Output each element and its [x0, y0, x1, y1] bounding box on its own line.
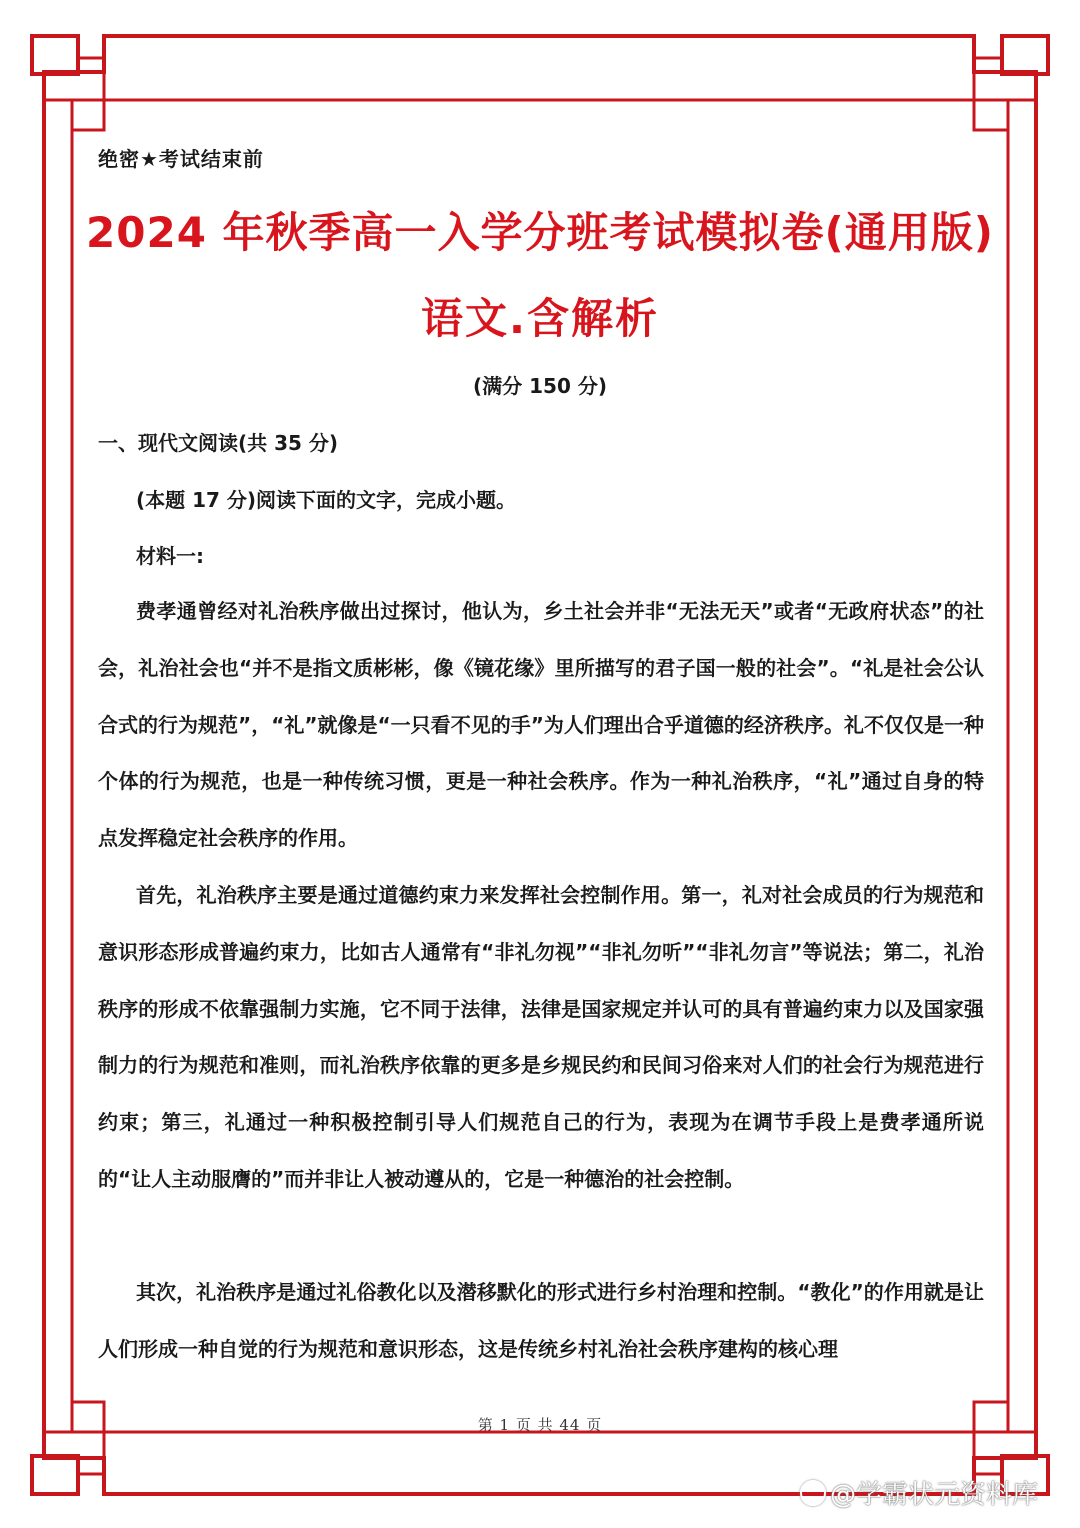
exam-title: 2024 年秋季高一入学分班考试模拟卷(通用版) [86, 208, 994, 257]
full-score-note: (满分 150 分) [473, 374, 607, 398]
paragraph-1: 费孝通曾经对礼治秩序做出过探讨，他认为，乡土社会并非“无法无天”或者“无政府状态”的社会，礼治社会也“并不是指文质彬彬，像《镜花缘》里所描写的君子国一般的社会”。“礼是社会公认合式的行为规范”，“礼”就像是“一只看不见的手”为人们理出合乎道德的经济秩序。礼不仅仅是一种个体的行为规范，也是一种传统习惯，更是一种社会秩序。作为一种礼治秩序，“礼”通过自身的特点发挥稳定社会秩序的作用。 [98, 599, 984, 851]
watermark [800, 1474, 1038, 1511]
confidential-label: 绝密★考试结束前 [98, 147, 264, 171]
paragraph-2: 首先，礼治秩序主要是通过道德约束力来发挥社会控制作用。第一，礼对社会成员的行为规范和意识形态形成普遍约束力，比如古人通常有“非礼勿视”“非礼勿听”“非礼勿言”等说法；第二，礼治秩序的形成不依靠强制力实施，它不同于法律，法律是国家规定并认可的具有普遍约束力以及国家强制力的行为规范和准则，而礼治秩序依靠的更多是乡规民约和民间习俗来对人们的社会行为规范进行约束；第三，礼通过一种积极控制引导人们规范自己的行为，表现为在调节手段上是费孝通所说的“让人主动服膺的”而并非让人被动遵从的，它是一种德治的社会控制。 [98, 883, 984, 1191]
exam-subtitle: 语文.含解析 [421, 294, 659, 343]
paragraph-3: 其次，礼治秩序是通过礼俗教化以及潜移默化的形式进行乡村治理和控制。“教化”的作用就是让人们形成一种自觉的行为规范和意识形态，这是传统乡村礼治社会秩序建构的核心理 [98, 1280, 984, 1361]
page-footer: 第 1 页 共 44 页 [477, 1416, 603, 1434]
paw-icon [800, 1480, 826, 1506]
section-heading: 一、现代文阅读(共 35 分) [98, 431, 339, 455]
question-intro: (本题 17 分)阅读下面的文字，完成小题。 [136, 488, 517, 512]
watermark-text: @学霸状元资料库 [830, 1480, 1039, 1510]
material-label: 材料一: [136, 544, 204, 568]
